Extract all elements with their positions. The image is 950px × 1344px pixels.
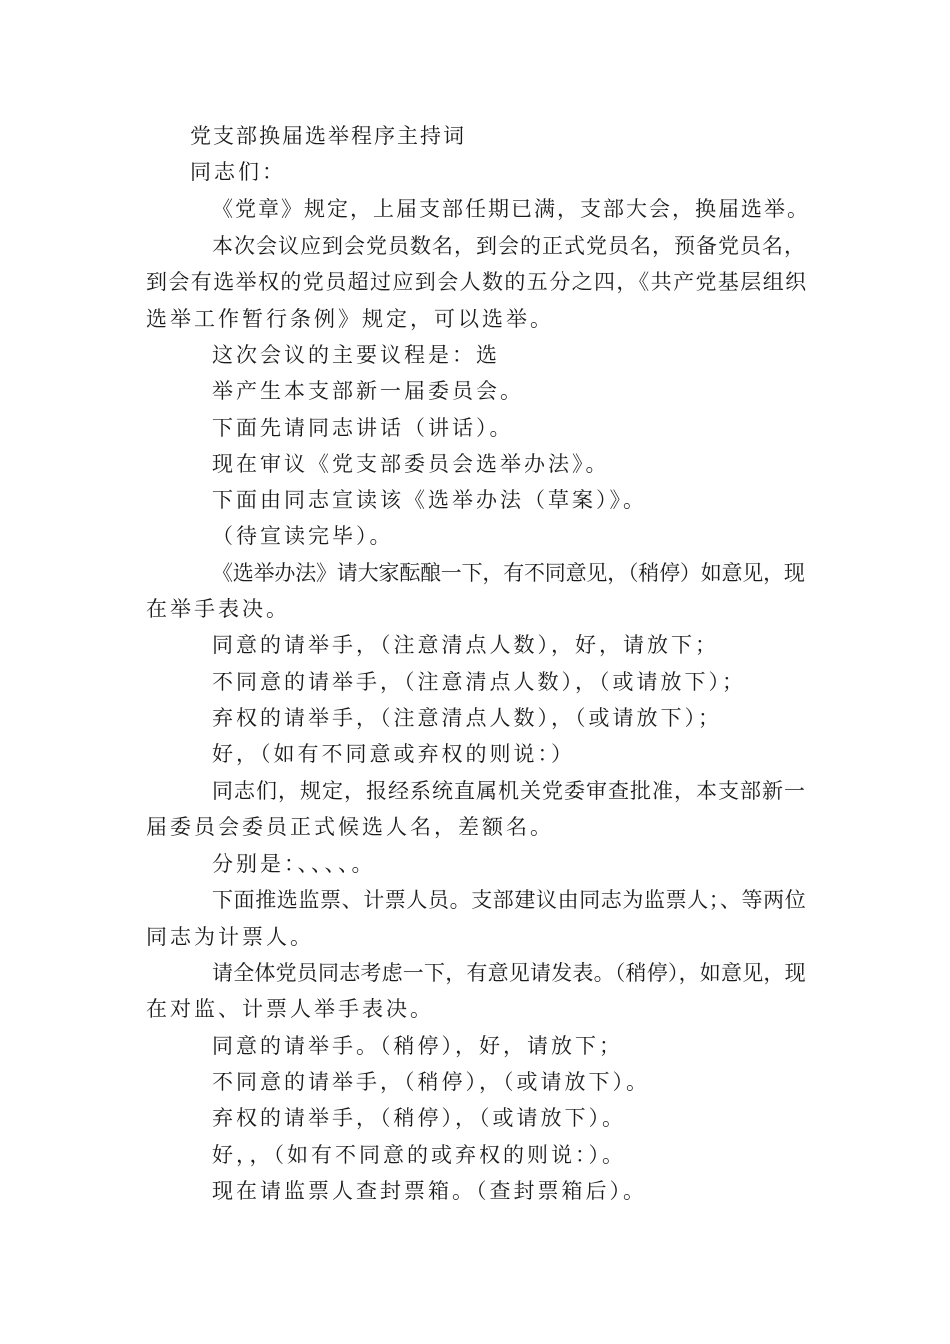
- text-line: 不同意的请举手，（注意清点人数），（或请放下）；: [212, 670, 746, 694]
- text-line: 好，（如有不同意或弃权的则说：）: [212, 742, 575, 766]
- text-line: 《党章》规定，上届支部任期已满，支部大会，换届选举。: [212, 197, 810, 221]
- text-line: 弃权的请举手，（稍停），（或请放下）。: [212, 1106, 626, 1130]
- text-line: 同意的请举手，（注意清点人数），好，请放下；: [212, 633, 719, 657]
- text-line: 下面先请同志讲话（讲话）。: [212, 416, 514, 440]
- text-line: 同志们，规定，报经系统直属机关党委审查批准，本支部新一: [212, 779, 806, 803]
- text-line: 本次会议应到会党员数名，到会的正式党员名，预备党员名，: [212, 234, 806, 258]
- document-title: 党支部换届选举程序主持词: [190, 124, 466, 148]
- text-line: 请全体党员同志考虑一下，有意见请发表。（稍停），如意见，现: [212, 961, 806, 985]
- salutation-line: 同志们：: [190, 160, 286, 184]
- text-line: 举产生本支部新一届委员会。: [212, 379, 524, 403]
- text-line: 在对监、计票人举手表决。: [146, 997, 434, 1021]
- text-line: 届委员会委员正式候选人名，差额名。: [146, 815, 554, 839]
- text-line: （待宣读完毕）。: [212, 524, 394, 548]
- text-line: 下面由同志宣读该《选举办法（草案）》。: [212, 488, 647, 512]
- text-line: 选举工作暂行条例》规定，可以选举。: [146, 307, 554, 331]
- text-line: 同志为计票人。: [146, 925, 314, 949]
- text-line: 到会有选举权的党员超过应到会人数的五分之四，《共产党基层组织: [146, 270, 808, 294]
- text-line: 《选举办法》请大家酝酿一下，有不同意见，（稍停）如意见，现: [212, 561, 805, 585]
- text-line: 现在请监票人查封票箱。（查封票箱后）。: [212, 1179, 647, 1203]
- text-line: 现在审议《党支部委员会选举办法》。: [212, 452, 610, 476]
- text-line: 不同意的请举手，（稍停），（或请放下）。: [212, 1070, 650, 1094]
- text-line: 弃权的请举手，（注意清点人数），（或请放下）；: [212, 706, 722, 730]
- text-line: 下面推选监票、计票人员。支部建议由同志为监票人；、等两位: [212, 888, 807, 912]
- text-line: 在举手表决。: [146, 597, 290, 621]
- text-line: 好，，（如有不同意的或弃权的则说：）。: [212, 1143, 626, 1167]
- text-line: 同意的请举手。（稍停），好，请放下；: [212, 1034, 623, 1058]
- text-line: 分别是：、、、、。: [212, 852, 376, 876]
- text-line: 这次会议的主要议程是：选: [212, 343, 500, 367]
